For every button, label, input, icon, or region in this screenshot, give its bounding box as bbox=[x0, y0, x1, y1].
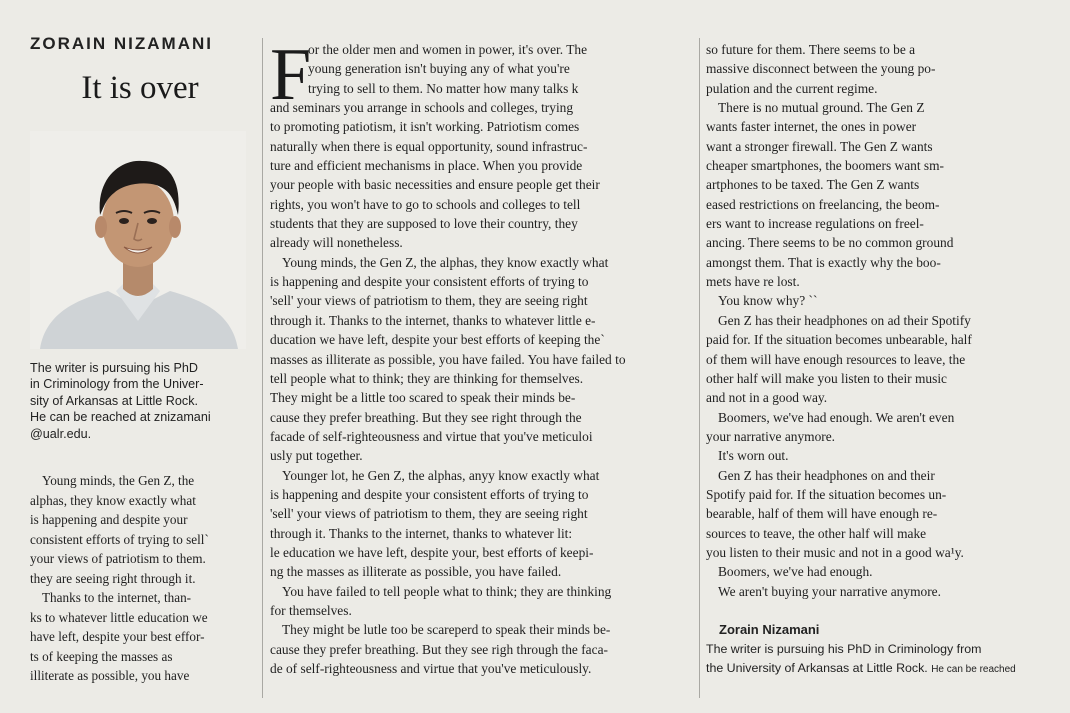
text-line: is happening and despite your bbox=[30, 512, 188, 528]
text-line: is happening and despite your consistent efforts of trying to bbox=[270, 486, 589, 502]
headline: It is over bbox=[81, 70, 199, 106]
text-line: They might be lutle too be scareperd to speak their minds be- bbox=[282, 622, 611, 638]
text-line: consistent efforts of trying to sell` bbox=[30, 531, 209, 547]
text-line: and not in a good way. bbox=[706, 390, 828, 406]
text-line: There is no mutual ground. The Gen Z bbox=[718, 100, 925, 116]
bio-line: @ualr.edu. bbox=[30, 426, 92, 441]
text-line: rights, you won't have to go to schools and colleges to tell bbox=[270, 196, 581, 212]
text-line: through it. Thanks to the internet, thanks to whatever little e- bbox=[270, 312, 596, 328]
text-line: cause they prefer breathing. But they see righ through the faca- bbox=[270, 641, 608, 657]
bio-line: in Criminology from the Univer- bbox=[30, 377, 204, 392]
text-line: Boomers, we've had enough. We aren't even bbox=[718, 409, 955, 425]
text-line: Gen Z has their headphones on ad their Spotify bbox=[718, 312, 971, 328]
text-line: eased restrictions on freelancing, the beom- bbox=[706, 196, 940, 212]
text-line: young generation isn't buying any of what you're bbox=[308, 61, 570, 77]
text-line: Younger lot, he Gen Z, the alphas, anyy know exactly what bbox=[282, 467, 600, 483]
author-name: ZORAIN NIZAMANI bbox=[30, 34, 213, 53]
text-line: ture and efficient mechanisms in place. When you provide bbox=[270, 158, 583, 174]
text-line: le education we have left, despite your, best efforts of keepi- bbox=[270, 544, 594, 560]
text-line: sources to teave, the other half will make bbox=[706, 525, 927, 541]
text-line: naturally when there is equal opportunity, sound infrastruc- bbox=[270, 138, 588, 154]
text-line: masses as illiterate as possible, you have failed. You have failed to bbox=[270, 351, 626, 367]
text-line: bearable, half of them will have enough re- bbox=[706, 506, 938, 522]
text-line: or the older men and women in power, it's over. The bbox=[308, 42, 588, 57]
signature-bio-text: the University of Arkansas at Little Rock. bbox=[706, 661, 928, 675]
text-line: We aren't buying your narrative anymore. bbox=[718, 583, 941, 599]
text-line: through it. Thanks to the internet, thanks to whatever lit: bbox=[270, 525, 573, 541]
text-line: so future for them. There seems to be a bbox=[706, 42, 916, 57]
text-line: ancing. There seems to be no common ground bbox=[706, 235, 954, 251]
spacer bbox=[706, 601, 1046, 620]
signature-bio-line bbox=[706, 659, 1046, 678]
text-line: have left, despite your best effor- bbox=[30, 629, 205, 645]
right-column-text bbox=[706, 40, 1046, 678]
author-bio bbox=[30, 360, 250, 442]
column-divider bbox=[699, 38, 700, 698]
text-line: You know why? `` bbox=[718, 293, 818, 309]
text-line: your narrative anymore. bbox=[706, 428, 836, 444]
author-portrait bbox=[30, 131, 246, 349]
text-line: paid for. If the situation becomes unbearable, half bbox=[706, 332, 972, 348]
text-line: tell people what to think; they are thinking for themselves. bbox=[270, 370, 584, 386]
text-line: Boomers, we've had enough. bbox=[718, 564, 873, 580]
text-line: illiterate as possible, you have bbox=[30, 668, 190, 684]
text-line: cheaper smartphones, the boomers want sm- bbox=[706, 158, 944, 174]
text-line: for themselves. bbox=[270, 602, 352, 618]
bio-line: The writer is pursuing his PhD bbox=[30, 361, 198, 375]
text-line: to promoting patiotism, it isn't working. Patriotism comes bbox=[270, 119, 580, 135]
text-line: Spotify paid for. If the situation becomes un- bbox=[706, 486, 947, 502]
text-line: You have failed to tell people what to think; they are thinking bbox=[282, 583, 612, 599]
text-line: ers want to increase regulations on freel- bbox=[706, 216, 924, 232]
middle-column-text bbox=[270, 34, 695, 678]
text-line: Gen Z has their headphones on and their bbox=[718, 467, 935, 483]
text-line: students that they are supposed to love their country, they bbox=[270, 216, 578, 232]
text-line: already will nonetheless. bbox=[270, 235, 403, 251]
text-line: de of self-righteousness and virtue that you've meticulously. bbox=[270, 661, 592, 676]
text-line: facade of self-righteousness and virtue that you've meticuloi bbox=[270, 428, 593, 444]
text-line: ks to whatever little education we bbox=[30, 609, 208, 625]
text-line: and seminars you arrange in schools and colleges, trying bbox=[270, 100, 574, 116]
text-line: is happening and despite your consistent efforts of trying to bbox=[270, 274, 589, 290]
text-line: cause they prefer breathing. But they see right through the bbox=[270, 409, 582, 425]
text-line: your views of patriotism to them. bbox=[30, 551, 206, 567]
text-line: Young minds, the Gen Z, the alphas, they know exactly what bbox=[282, 254, 609, 270]
text-line: of them will have enough resources to leave, the bbox=[706, 351, 966, 367]
text-line: massive disconnect between the young po- bbox=[706, 61, 936, 77]
text-line: usly put together. bbox=[270, 448, 363, 464]
signature-name: Zorain Nizamani bbox=[719, 622, 820, 638]
text-line: you listen to their music and not in a good wa¹y. bbox=[706, 544, 964, 560]
text-line: ducation we have left, despite your best efforts of keeping the` bbox=[270, 332, 605, 348]
text-line: pulation and the current regime. bbox=[706, 80, 878, 96]
text-line: 'sell' your views of patriotism to them, they are seeing right bbox=[270, 293, 588, 309]
author-photo bbox=[30, 131, 246, 349]
left-column-text bbox=[30, 471, 262, 686]
text-line: your people with basic necessities and ensure people get their bbox=[270, 177, 600, 193]
text-line: Thanks to the internet, than- bbox=[42, 590, 192, 606]
text-line: amongst them. That is exactly why the boo- bbox=[706, 254, 941, 270]
text-line: trying to sell to them. No matter how many talks k bbox=[308, 80, 579, 96]
drop-cap: F bbox=[270, 34, 312, 116]
text-line: mets have re lost. bbox=[706, 274, 800, 290]
text-line: ts of keeping the masses as bbox=[30, 648, 173, 664]
text-line: Young minds, the Gen Z, the bbox=[42, 473, 195, 488]
text-line: wants faster internet, the ones in power bbox=[706, 119, 917, 135]
text-line: ng the masses as illiterate as possible, you have failed. bbox=[270, 564, 562, 580]
text-line: They might be a little too scared to speak their minds be- bbox=[270, 390, 576, 406]
bio-line: He can be reached at znizamani bbox=[30, 410, 211, 425]
signature-bio-line: The writer is pursuing his PhD in Criminology from bbox=[706, 641, 982, 656]
text-line: It's worn out. bbox=[718, 448, 789, 464]
text-line: alphas, they know exactly what bbox=[30, 492, 196, 508]
bio-line: sity of Arkansas at Little Rock. bbox=[30, 393, 198, 408]
text-line: other half will make you listen to their music bbox=[706, 370, 947, 386]
text-line: want a stronger firewall. The Gen Z wants bbox=[706, 138, 933, 154]
signature-bio-small: He can be reached bbox=[931, 664, 1016, 675]
column-divider bbox=[262, 38, 263, 698]
text-line: artphones to be taxed. The Gen Z wants bbox=[706, 177, 920, 193]
text-line: 'sell' your views of patriotism to them, they are seeing right bbox=[270, 506, 588, 522]
text-line: they are seeing right through it. bbox=[30, 570, 196, 586]
